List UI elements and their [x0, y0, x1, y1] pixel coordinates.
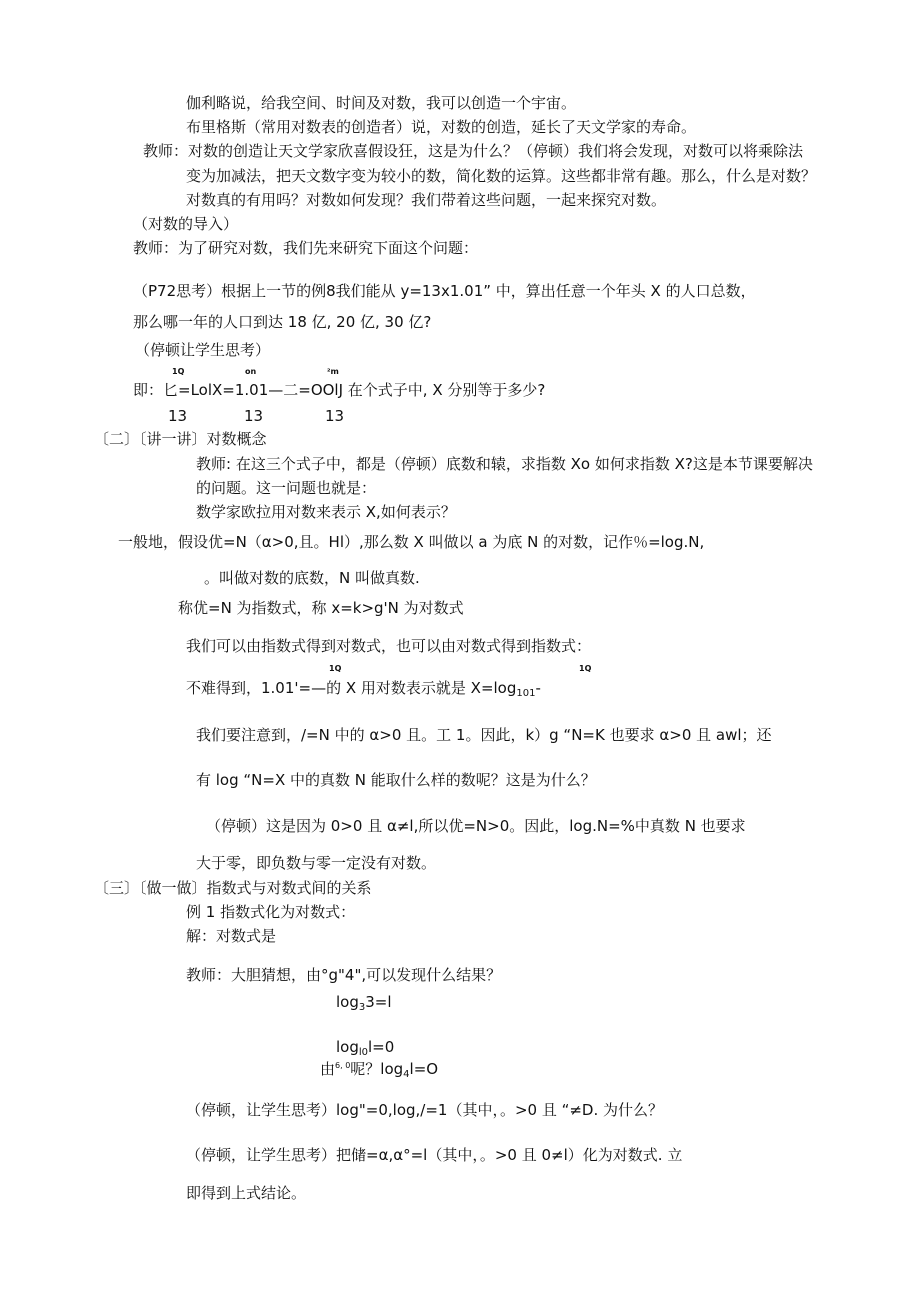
paragraph-teacher-intro-2: 变为加减法，把天文数字变为较小的数，简化数的运算。这些都非常有趣。那么，什么是对数？ [186, 167, 817, 185]
formula-log3: $\log_33=l$ [336, 993, 392, 1013]
formula-denominator-c: 13 [325, 407, 345, 425]
formula-log4: 由$^{6, 0}$呢？$\log_4l=O$ [320, 1060, 439, 1080]
paragraph-base-and-true-number: 。叫做对数的底数，N 叫做真数. [204, 569, 420, 587]
paragraph-teacher-exponent-1: 教师: 在这三个式子中，都是（停顿）底数和辕，求指数 Xo 如何求指数 X?这是本节课要解决 [196, 455, 813, 473]
formula-small-label-b: on [245, 367, 257, 376]
paragraph-true-number-question: 有 log “N=X 中的真数 N 能取什么样的数呢？这是为什么？ [196, 771, 596, 789]
paragraph-conclusion: 即得到上式结论。 [186, 1184, 307, 1202]
paragraph-example-1: 例 1 指数式化为对数式： [186, 903, 356, 921]
paragraph-three-equations: 即：匕=LolX=1.01—二=OOlJ 在个式子中, X 分别等于多少? [133, 381, 546, 399]
paragraph-solution: 解：对数式是 [186, 927, 277, 945]
formula-denominator-b: 13 [244, 407, 264, 425]
formula-small-label-c: ²m [327, 367, 339, 376]
paragraph-log-example: 不难得到，1.01'=—的 X 用对数表示就是 $X=\log_{101}-$ [186, 679, 541, 699]
paragraph-p72-question-1: （P72思考）根据上一节的例8我们能从 y=13x1.01” 中，算出任意一个年头 X 的人口总数， [133, 282, 756, 300]
paragraph-teacher-exponent-2: 的问题。这一问题也就是： [196, 479, 377, 497]
paragraph-convert-forms: 我们可以由指数式得到对数式，也可以由对数式得到指数式： [186, 637, 592, 655]
paragraph-p72-question-2: 那么哪一年的人口到达 18 亿, 20 亿, 30 亿? [133, 313, 432, 331]
paragraph-teacher-intro-1: 教师：对数的创造让天文学家欣喜假设狂，这是为什么？（停顿）我们将会发现，对数可以将乘除法 [143, 142, 804, 160]
paragraph-no-log-negative-zero: 大于零，即负数与零一定没有对数。 [196, 854, 437, 872]
paragraph-teacher-research: 教师：为了研究对数，我们先来研究下面这个问题： [133, 239, 479, 257]
paragraph-exp-vs-log-form: 称优=N 为指数式，称 x=k>g'N 为对数式 [178, 599, 464, 617]
paragraph-pause-why: （停顿，让学生思考）log"=0,log,/=1（其中，。>0 且 “≠D. 为什么？ [186, 1101, 664, 1119]
paragraph-note-conditions: 我们要注意到，/=N 中的 α>0 且。工 1。因此，k）g “N=K 也要求 α>0 且 awl；还 [196, 726, 772, 744]
formula-small-label-e: 1Q [579, 664, 592, 673]
paragraph-briggs-quote: 布里格斯（常用对数表的创造者）说，对数的创造，延长了天文学家的寿命。 [186, 118, 697, 136]
formula-small-label-d: 1Q [329, 664, 342, 673]
paragraph-guess: 教师：大胆猜想，由°g"4",可以发现什么结果？ [186, 966, 502, 984]
paragraph-teacher-intro-3: 对数真的有用吗？对数如何发现？我们带着这些问题，一起来探究对数。 [186, 191, 667, 209]
paragraph-pause-think: （停顿让学生思考） [135, 341, 271, 359]
formula-small-label-a: 1Q [172, 367, 185, 376]
paragraph-reason: （停顿）这是因为 0>0 且 α≠l,所以优=N>0。因此，log.N=%中真数 N 也要求 [206, 817, 746, 835]
section-heading-log-concept: 〔二〕〔讲一讲〕对数概念 [94, 430, 267, 448]
section-note-log-intro: （对数的导入） [133, 215, 239, 233]
paragraph-definition: 一般地，假设优=N（α>0,且。Hl）,那么数 X 叫做以 a 为底 N 的对数，记作％=log.N, [118, 533, 705, 551]
formula-log10: $\log_{l0}l=0$ [336, 1038, 395, 1058]
formula-denominator-a: 13 [168, 407, 188, 425]
paragraph-pause-convert: （停顿，让学生思考）把储=α,α°=l（其中，。>0 且 0≠l）化为对数式. 立 [186, 1146, 683, 1164]
paragraph-galileo-quote: 伽利略说，给我空间、时间及对数，我可以创造一个宇宙。 [186, 94, 577, 112]
section-heading-relation: 〔三〕〔做一做〕指数式与对数式间的关系 [94, 879, 372, 897]
paragraph-euler: 数学家欧拉用对数来表示 X,如何表示？ [196, 503, 456, 521]
